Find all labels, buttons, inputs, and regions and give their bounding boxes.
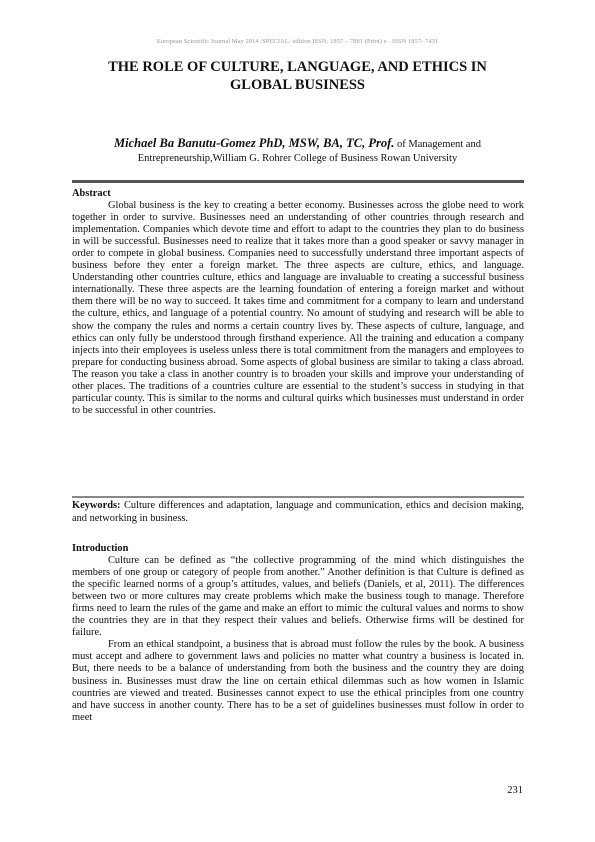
introduction-section <box>72 543 524 724</box>
abstract-divider <box>72 496 524 498</box>
running-head: European Scientific Journal May 2014 /SPECIAL/ edition ISSN: 1857 – 7881 (Print) e - ISSN 1857- 7431 <box>156 38 439 45</box>
abstract-heading: Abstract <box>72 188 111 199</box>
keywords-text: Culture differences and adaptation, language and communication, ethics and decision making, and networking in business. <box>72 500 524 524</box>
author-affiliation-part1: of Management and <box>394 139 481 150</box>
introduction-heading: Introduction <box>72 543 129 554</box>
title-line-2: GLOBAL BUSINESS <box>230 77 365 93</box>
author-line-1 <box>60 136 535 152</box>
keywords-label: Keywords: <box>72 500 121 511</box>
title-line-1: THE ROLE OF CULTURE, LANGUAGE, AND ETHICS IN <box>108 59 487 75</box>
abstract-text: Global business is the key to creating a better economy. Businesses across the globe need to work together in order to survive. Businesses need an understanding of other countries through research and implementation. Companies which devote time and effort to adapt to the countries they plan to do business in will be successful. Businesses need to realize that it takes more than a good speaker or savvy manager in order to compete in global business. Companies need to successfully understand three important aspects of business before they enter a foreign market. The three aspects are culture, ethics, and language. Understanding other countries culture, ethics and language are invaluable to creating a successful business internationally. These three aspects are the learning foundation of entering a foreign market and without them there will be no way to succeed. It takes time and commitment for a company to learn and understand the culture, ethics, and language of a potential country. No amount of studying and research will be able to show the company the rules and norms a certain country lives by. These aspects of culture, language, and ethics can only fully be understood through firsthand experience. All the training and education a company injects into their employees is useless unless there is total commitment from the managers and employees to prepare for conducting business abroad. Some aspects of global business are similar to taking a class abroad. The reason you take a class in another country is to broaden your skills and improve your understanding of other places. The traditions of a countries culture are essential to the student’s success in studying in that particular county. This is similar to the norms and cultural quirks which businesses must understand in order to be successful in other countries. <box>72 200 524 416</box>
paper-title <box>60 58 535 94</box>
author-block <box>60 136 535 166</box>
author-name: Michael Ba Banutu-Gomez PhD, MSW, BA, TC, Prof. <box>114 136 395 150</box>
introduction-paragraph-1: Culture can be defined as “the collective programming of the mind which distinguishes the members of one group or category of people from another.” Another definition is that Culture is defined as the specific learned norms of a group’s attitudes, values, and beliefs (Daniels, et al, 2011). The differences between two or more cultures may create problems which make the business tough to manage. Therefore firms need to learn the rules of the game and make an effort to mimic the cultural values and norms to show the countries they are in that they respect their values and beliefs. Otherwise firms will be destined for failure. <box>72 555 524 639</box>
keywords-section <box>72 500 524 525</box>
top-divider <box>72 180 524 183</box>
author-affiliation-part2: Entrepreneurship,William G. Rohrer College of Business Rowan University <box>137 153 458 164</box>
introduction-paragraph-2: From an ethical standpoint, a business that is abroad must follow the rules by the book. A business must accept and adhere to government laws and policies no matter what country a business is located in. But, there needs to be a balance of understanding from both the business and the country they are doing business in. Businesses must draw the line on certain ethical dilemmas such as how women in Islamic countries are viewed and treated. Businesses cannot expect to use the ethical principles from one country and have success in another county. There has to be a set of guidelines businesses must follow in order to meet <box>72 639 524 723</box>
page-number: 231 <box>507 785 523 796</box>
abstract-section <box>72 188 524 417</box>
